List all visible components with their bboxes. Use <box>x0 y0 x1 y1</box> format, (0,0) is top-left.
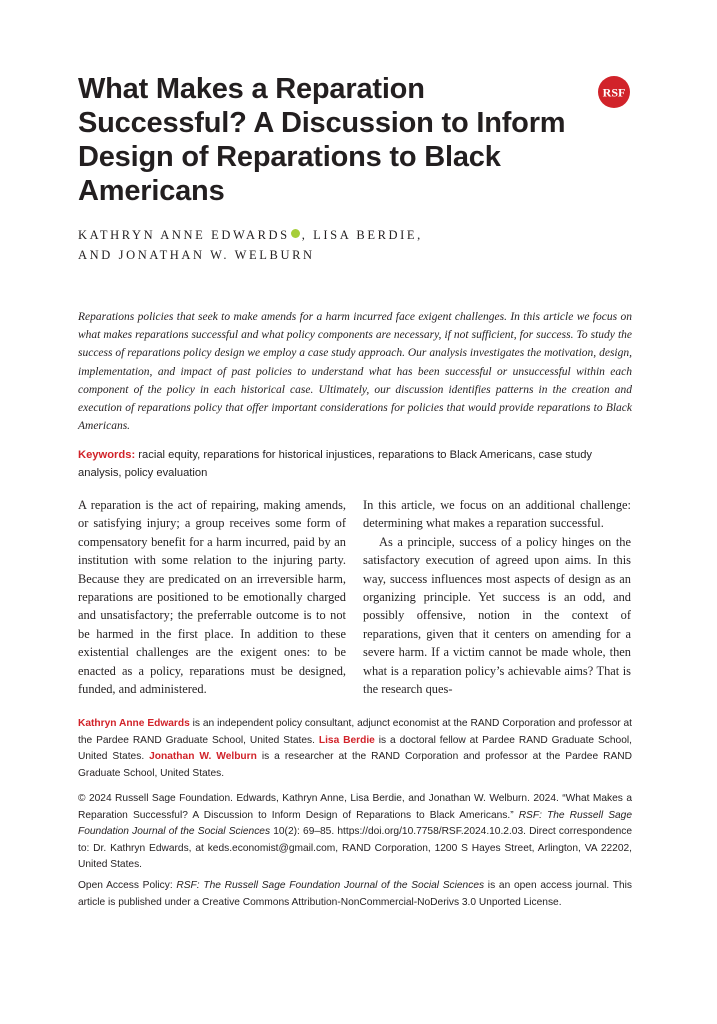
bio-name: Jonathan W. Welburn <box>149 751 257 762</box>
rsf-logo-text: RSF <box>602 85 626 100</box>
journal-name: RSF: The Russell Sage Foundation Journal of the Social Sciences <box>176 880 485 891</box>
body-paragraph: A reparation is the act of repairing, making amends, or satisfying injury; a group receives some form of compensatory benefit for a harm incurred, paid by an institution with some relation to the injuring party. Because they are predicated on an irreversible harm, reparations are positioned to be emotionally charged and unsatisfactory; the preferrable outcome is to not be harmed in the first place. In addition to these existential challenges are the exigent ones: to be enacted as a policy, reparations must be designed, funded, and administered. <box>78 498 346 697</box>
keywords-text: racial equity, reparations for historical injustices, reparations to Black Americans, case study analysis, policy evaluation <box>78 449 593 479</box>
body-paragraph: As a principle, success of a policy hinges on the satisfactory execution of agreed upon aims. In this way, success influences most aspects of design as an organizing principle. Yet success is an odd, and possibly offensive, notion in the context of reparations, given that it centers on amending for a severe harm. If a victim cannot be made whole, then what is a reparation policy’s achievable aims? That is the research ques- <box>363 534 631 697</box>
author-bios <box>78 716 632 782</box>
abstract: Reparations policies that seek to make amends for a harm incurred face exigent challenges. In this article we focus on what makes reparations successful and what policy components are necessary, if not sufficient, for success. To study the success of reparations policy design we employ a case study approach. Our analysis investigates the motivation, design, implementation, and impact of past policies to understand what has been successful or unsuccessful within each component of the policy in each historical case. Ultimately, our discussion identifies patterns in the creation and execution of reparations policy that offer important considerations for policies that would provide reparations to Black Americans. <box>78 311 632 433</box>
author-name: , LISA BERDIE, <box>301 228 423 242</box>
author-list <box>78 225 598 265</box>
body-column-left <box>78 496 346 698</box>
bio-text: is a doctoral fellow at Pardee RAND Graduate School, United States. <box>78 734 632 762</box>
bio-text: is an independent policy consultant, adjunct economist at the RAND Corporation and professor at the Pardee RAND Graduate School, United States. <box>78 718 632 746</box>
copyright-text: 10(2): 69–85. https://doi.org/10.7758/RSF.2024.10.2.03. Direct correspondence to: Dr. Kathryn Edwards, at keds.economist@gmail.com, RAND Corporation, 1200 S Hayes Street, Arlington, VA 22202, United States. <box>78 826 632 870</box>
body-column-right <box>363 496 631 698</box>
oa-text: is an open access journal. This article is published under a Creative Commons Attribution-NonCommercial-NoDerivs 3.0 Unported License. <box>78 880 632 908</box>
author-name: KATHRYN ANNE EDWARDS <box>78 228 290 242</box>
rsf-logo-icon <box>598 76 630 108</box>
bio-text: is a researcher at the RAND Corporation and professor at the Pardee RAND Graduate School, United States. <box>78 751 632 779</box>
open-access-policy <box>78 878 632 911</box>
bio-name: Lisa Berdie <box>318 734 375 746</box>
orcid-icon[interactable] <box>291 229 300 238</box>
oa-label: Open Access Policy: <box>78 880 177 891</box>
author-name: AND JONATHAN W. WELBURN <box>78 248 315 262</box>
bio-name: Kathryn Anne Edwards <box>78 718 190 729</box>
copyright-text: © 2024 Russell Sage Foundation. Edwards, Kathryn Anne, Lisa Berdie, and Jonathan W. Welburn. 2024. “What Makes a Reparation Successful? A Discussion to Inform Design of Reparations to Black Americans.” <box>78 793 632 821</box>
copyright-notice <box>78 791 632 874</box>
keywords-label: Keywords: <box>78 449 136 461</box>
body-paragraph: In this article, we focus on an additional challenge: determining what makes a reparation successful. <box>363 498 631 531</box>
article-title: What Makes a Reparation Successful? A Discussion to Inform Design of Reparations to Black Americans <box>78 73 566 207</box>
keywords <box>78 446 632 482</box>
journal-name: RSF: The Russell Sage Foundation Journal of the Social Sciences <box>78 809 632 837</box>
